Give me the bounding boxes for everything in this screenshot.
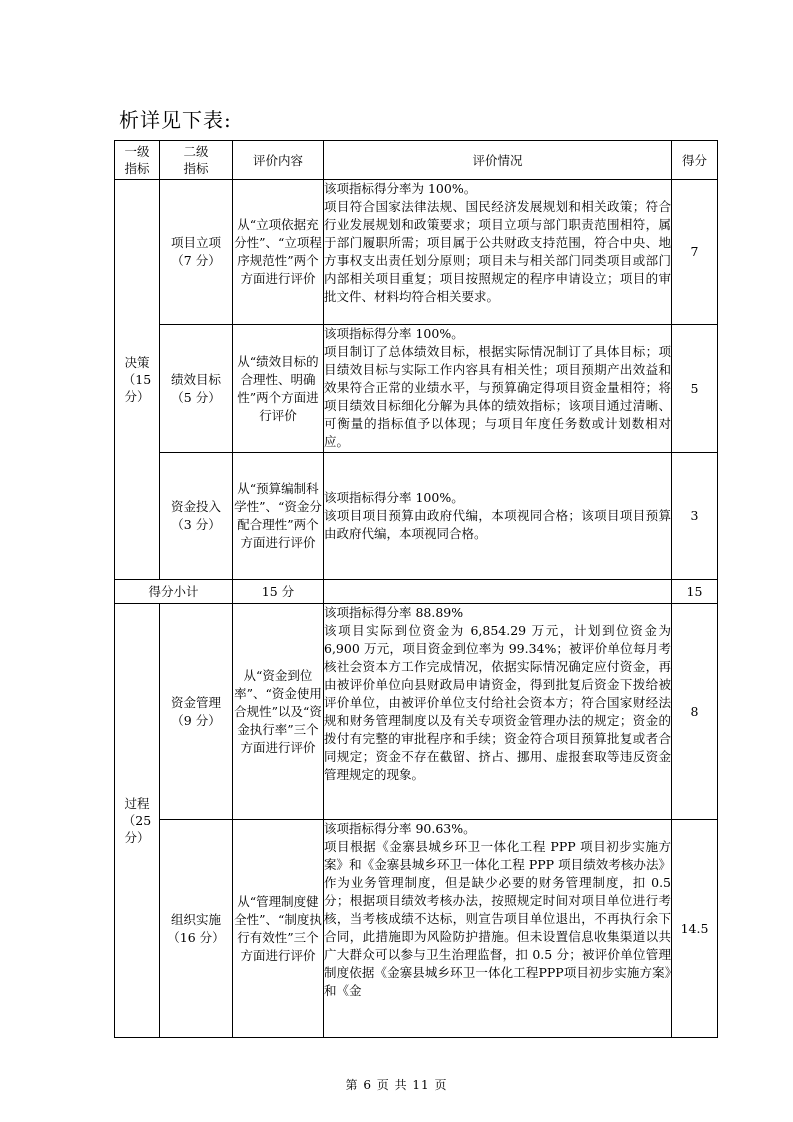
section-heading: 析详见下表:: [119, 108, 232, 132]
content-cell: 从“资金到位率”、“资金使用合规性”以及“资金执行率”三个方面进行评价: [233, 604, 324, 820]
table-header-row: [115, 141, 718, 180]
score-cell: 5: [672, 325, 718, 453]
desc-cell: 该项指标得分率为 100%。 项目符合国家法律法规、国民经济发展规划和相关政策；符合行业发展规划和政策要求；项目立项与部门职责范围相符，属于部门履职所需；项目属于公共财政支持范围，符合中央、地方事权支出责任划分原则；项目未与相关部门同类项目或部门内部相关项目重复；项目按照规定的程序申请设立；项目的审批文件、材料均符合相关要求。: [324, 180, 672, 325]
evaluation-table: [114, 140, 718, 1038]
subtotal-points: 15 分: [233, 580, 324, 604]
score-cell: 14.5: [672, 820, 718, 1038]
header-content: 评价内容: [233, 141, 324, 180]
lvl2-cell: 项目立项 （7 分）: [160, 180, 233, 325]
table-row: [115, 604, 718, 820]
subtotal-empty: [324, 580, 672, 604]
lvl2-cell: 资金投入 （3 分）: [160, 453, 233, 580]
table-row: [115, 180, 718, 325]
lvl2-cell: 组织实施 （16 分）: [160, 820, 233, 1038]
lvl1-cell: 决策 （15 分）: [115, 180, 160, 580]
score-cell: 3: [672, 453, 718, 580]
desc-cell: 该项指标得分率 90.63%。 项目根据《金寨县城乡环卫一体化工程 PPP 项目初步实施方案》和《金寨县城乡环卫一体化工程 PPP 项目绩效考核办法》作为业务管理制度，但是缺少必要的财务管理制度，扣 0.5 分；根据项目绩效考核办法，按照规定时间对项目单位进行考核，当考核成绩不达标，则宣告项目单位退出，不再执行余下合同，此措施即为风险防护措施。但未设置信息收集渠道以共广大群众可以参与卫生治理监督，扣 0.5 分；被评价单位管理制度依据《金寨县城乡环卫一体化工程PPP项目初步实施方案》和《金: [324, 820, 672, 1038]
header-score: 得分: [672, 141, 718, 180]
content-cell: 从“立项依据充分性”、“立项程序规范性”两个方面进行评价: [233, 180, 324, 325]
page-footer: 第 6 页 共 11 页: [345, 1078, 448, 1092]
lvl2-cell: 绩效目标 （5 分）: [160, 325, 233, 453]
lvl2-cell: 资金管理 （9 分）: [160, 604, 233, 820]
content-cell: 从“预算编制科学性”、“资金分配合理性”两个方面进行评价: [233, 453, 324, 580]
lvl1-cell: 过程 （25 分）: [115, 604, 160, 1038]
desc-cell: 该项指标得分率 88.89% 该项目实际到位资金为 6,854.29 万元，计划到位资金为 6,900 万元，项目资金到位率为 99.34%；被评价单位每月考核社会资本方工作完成情况，依据实际情况确定应付资金，再由被评价单位向县财政局申请资金，得到批复后资金下拨给被评价单位，由被评价单位支付给社会资本方；符合国家财经法规和财务管理制度以及有关专项资金管理办法的规定；资金的拨付有完整的审批程序和手续；资金符合项目预算批复或者合同规定；资金不存在截留、挤占、挪用、虚报套取等违反资金管理规定的现象。: [324, 604, 672, 820]
score-cell: 7: [672, 180, 718, 325]
desc-cell: 该项指标得分率 100%。 该项目项目预算由政府代编，本项视同合格；该项目项目预算由政府代编，本项视同合格。: [324, 453, 672, 580]
table-row: [115, 453, 718, 580]
subtotal-row: [115, 580, 718, 604]
table-row: [115, 325, 718, 453]
header-lvl2: 二级 指标: [160, 141, 233, 180]
subtotal-label: 得分小计: [115, 580, 233, 604]
table-row: [115, 820, 718, 1038]
content-cell: 从“管理制度健全性”、“制度执行有效性”三个方面进行评价: [233, 820, 324, 1038]
desc-cell: 该项指标得分率 100%。 项目制订了总体绩效目标，根据实际情况制订了具体目标；项目绩效目标与实际工作内容具有相关性；项目预期产出效益和效果符合正常的业绩水平，与预算确定得项目资金量相符；将项目绩效目标细化分解为具体的绩效指标；该项目通过清晰、可衡量的指标值予以体现；与项目年度任务数或计划数相对应。: [324, 325, 672, 453]
header-desc: 评价情况: [324, 141, 672, 180]
content-cell: 从“绩效目标的合理性、明确性”两个方面进行评价: [233, 325, 324, 453]
header-lvl1: 一级 指标: [115, 141, 160, 180]
score-cell: 8: [672, 604, 718, 820]
subtotal-score: 15: [672, 580, 718, 604]
